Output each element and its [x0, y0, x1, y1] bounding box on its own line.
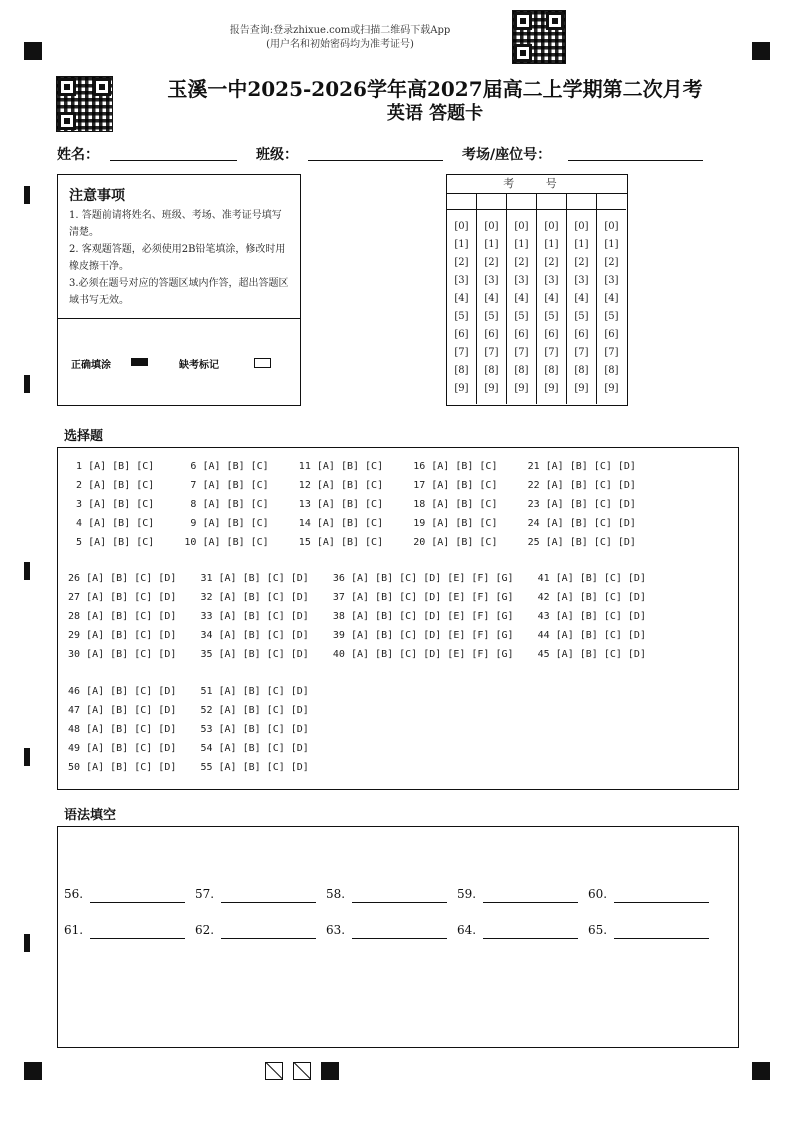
exam-digit-bubble[interactable]: [7]	[544, 347, 559, 358]
exam-digit-bubble[interactable]: [0]	[454, 221, 469, 232]
exam-digit-bubble[interactable]: [0]	[544, 221, 559, 232]
exam-digit-bubble[interactable]: [6]	[484, 329, 499, 340]
grammar-section-title: 语法填空	[64, 808, 117, 823]
exam-digit-bubble[interactable]: [1]	[514, 239, 529, 250]
exam-digit-bubble[interactable]: [5]	[604, 311, 619, 322]
exam-digit-bubble[interactable]: [8]	[454, 365, 469, 376]
exam-digit-bubble[interactable]: [8]	[574, 365, 589, 376]
grammar-item-number: 59.	[457, 887, 477, 901]
report-notice	[190, 24, 490, 52]
exam-number-column	[477, 193, 507, 404]
exam-number-write-cell[interactable]	[567, 193, 596, 210]
room-seat-label: 考场/座位号：	[462, 147, 552, 163]
grammar-item-number: 65.	[588, 923, 608, 937]
choice-answer-row[interactable]: 5 [A] [B] [C] 10 [A] [B] [C] 15 [A] [B] [C] 20 [A] [B] [C] 25 [A] [B] [C] [D]	[64, 537, 636, 548]
exam-digit-bubble[interactable]: [2]	[514, 257, 529, 268]
choice-answer-row[interactable]: 47 [A] [B] [C] [D] 52 [A] [B] [C] [D]	[68, 705, 309, 716]
exam-digit-bubble[interactable]: [0]	[604, 221, 619, 232]
qr-finder-icon	[58, 78, 76, 96]
exam-digit-bubble[interactable]: [2]	[574, 257, 589, 268]
grammar-item-number: 64.	[457, 923, 477, 937]
grammar-item-number: 56.	[64, 887, 84, 901]
grammar-answer-blank[interactable]	[614, 938, 709, 939]
exam-number-write-cell[interactable]	[597, 193, 626, 210]
divider	[58, 318, 300, 319]
timing-mark	[24, 375, 30, 393]
class-field[interactable]	[308, 160, 443, 161]
choice-answer-row[interactable]: 46 [A] [B] [C] [D] 51 [A] [B] [C] [D]	[68, 686, 309, 697]
qr-finder-icon	[58, 112, 76, 130]
exam-number-grid	[446, 174, 628, 406]
timing-mark	[24, 748, 30, 766]
exam-digit-bubble[interactable]: [5]	[484, 311, 499, 322]
exam-number-column	[597, 193, 626, 404]
choice-answer-row[interactable]: 28 [A] [B] [C] [D] 33 [A] [B] [C] [D] 38 [A] [B] [C] [D] [E] [F] [G] 43 [A] [B] [C] [D]	[68, 611, 646, 622]
page-subtitle: 英语 答题卡	[386, 103, 484, 124]
grammar-answer-blank[interactable]	[483, 902, 578, 903]
timing-mark	[24, 562, 30, 580]
choice-answer-row[interactable]: 27 [A] [B] [C] [D] 32 [A] [B] [C] [D] 37 [A] [B] [C] [D] [E] [F] [G] 42 [A] [B] [C] [D]	[68, 592, 646, 603]
exam-digit-bubble[interactable]: [2]	[454, 257, 469, 268]
exam-digit-bubble[interactable]: [0]	[484, 221, 499, 232]
grammar-answer-blank[interactable]	[352, 902, 447, 903]
exam-number-column	[447, 193, 477, 404]
choice-answer-row[interactable]: 50 [A] [B] [C] [D] 55 [A] [B] [C] [D]	[68, 762, 309, 773]
exam-digit-bubble[interactable]: [9]	[484, 383, 499, 394]
instructions-box	[57, 174, 301, 406]
room-seat-field[interactable]	[568, 160, 703, 161]
absent-mark-label: 缺考标记	[179, 360, 219, 371]
instruction-item: 3.必须在题号对应的答题区域内作答，超出答题区域书写无效。	[69, 278, 289, 306]
exam-digit-bubble[interactable]: [2]	[604, 257, 619, 268]
download-qr-code[interactable]	[512, 10, 566, 64]
exam-digit-bubble[interactable]: [7]	[454, 347, 469, 358]
exam-digit-bubble[interactable]: [9]	[514, 383, 529, 394]
exam-digit-bubble[interactable]: [1]	[544, 239, 559, 250]
exam-number-column	[537, 193, 567, 404]
page-marker-slash-icon	[265, 1062, 283, 1080]
grammar-answer-box	[57, 826, 739, 1048]
exam-digit-bubble[interactable]: [7]	[514, 347, 529, 358]
qr-finder-icon	[546, 12, 564, 30]
exam-digit-bubble[interactable]: [0]	[514, 221, 529, 232]
exam-digit-bubble[interactable]: [6]	[514, 329, 529, 340]
exam-digit-bubble[interactable]: [5]	[544, 311, 559, 322]
absent-mark-checkbox[interactable]	[254, 358, 271, 368]
page-marker-filled-icon	[321, 1062, 339, 1080]
page-title: 玉溪一中2025-2026学年高2027届高二上学期第二次月考	[167, 77, 703, 101]
exam-digit-bubble[interactable]: [2]	[484, 257, 499, 268]
choice-answer-row[interactable]: 26 [A] [B] [C] [D] 31 [A] [B] [C] [D] 36 [A] [B] [C] [D] [E] [F] [G] 41 [A] [B] [C] [D]	[68, 573, 646, 584]
exam-digit-bubble[interactable]: [4]	[514, 293, 529, 304]
instruction-item: 1. 答题前请将姓名、班级、考场、准考证号填写清楚。	[69, 210, 282, 238]
corner-mark-top-left	[24, 42, 42, 60]
grammar-answer-blank[interactable]	[90, 938, 185, 939]
exam-digit-bubble[interactable]: [8]	[484, 365, 499, 376]
exam-number-column	[507, 193, 537, 404]
exam-number-write-cell[interactable]	[447, 193, 476, 210]
page-marker-slash-icon	[293, 1062, 311, 1080]
exam-digit-bubble[interactable]: [3]	[574, 275, 589, 286]
instruction-item: 2. 客观题答题，必须使用2B铅笔填涂，修改时用橡皮擦干净。	[69, 244, 286, 272]
exam-digit-bubble[interactable]: [5]	[514, 311, 529, 322]
grammar-item-number: 58.	[326, 887, 346, 901]
grammar-answer-blank[interactable]	[221, 938, 316, 939]
exam-digit-bubble[interactable]: [1]	[574, 239, 589, 250]
exam-digit-bubble[interactable]: [4]	[604, 293, 619, 304]
choice-answer-row[interactable]: 29 [A] [B] [C] [D] 34 [A] [B] [C] [D] 39 [A] [B] [C] [D] [E] [F] [G] 44 [A] [B] [C] [D]	[68, 630, 646, 641]
exam-digit-bubble[interactable]: [3]	[604, 275, 619, 286]
corner-mark-top-right	[752, 42, 770, 60]
exam-digit-bubble[interactable]: [5]	[574, 311, 589, 322]
name-label: 姓名：	[57, 147, 99, 163]
timing-mark	[24, 186, 30, 204]
exam-digit-bubble[interactable]: [1]	[454, 239, 469, 250]
qr-finder-icon	[514, 44, 532, 62]
exam-digit-bubble[interactable]: [4]	[544, 293, 559, 304]
exam-digit-bubble[interactable]: [3]	[544, 275, 559, 286]
class-label: 班级：	[256, 147, 298, 163]
choice-answer-row[interactable]: 30 [A] [B] [C] [D] 35 [A] [B] [C] [D] 40 [A] [B] [C] [D] [E] [F] [G] 45 [A] [B] [C] [D]	[68, 649, 646, 660]
report-notice-line1: 报告查询:登录zhixue.com或扫描二维码下载App	[229, 25, 451, 36]
choice-answer-row[interactable]: 48 [A] [B] [C] [D] 53 [A] [B] [C] [D]	[68, 724, 309, 735]
choice-answer-row[interactable]: 1 [A] [B] [C] 6 [A] [B] [C] 11 [A] [B] [C] 16 [A] [B] [C] 21 [A] [B] [C] [D]	[64, 461, 636, 472]
exam-number-column	[567, 193, 597, 404]
grammar-item-number: 63.	[326, 923, 346, 937]
grammar-answer-blank[interactable]	[614, 902, 709, 903]
grammar-answer-blank[interactable]	[352, 938, 447, 939]
report-notice-line2: (用户名和初始密码均为准考证号)	[266, 39, 414, 50]
instructions-heading: 注意事项	[69, 188, 125, 204]
exam-digit-bubble[interactable]: [9]	[544, 383, 559, 394]
exam-digit-bubble[interactable]: [9]	[604, 383, 619, 394]
grammar-item-number: 61.	[64, 923, 84, 937]
exam-digit-bubble[interactable]: [3]	[514, 275, 529, 286]
exam-number-write-cell[interactable]	[537, 193, 566, 210]
exam-digit-bubble[interactable]: [8]	[604, 365, 619, 376]
exam-digit-bubble[interactable]: [4]	[574, 293, 589, 304]
exam-digit-bubble[interactable]: [3]	[484, 275, 499, 286]
choice-answer-row[interactable]: 49 [A] [B] [C] [D] 54 [A] [B] [C] [D]	[68, 743, 309, 754]
exam-digit-bubble[interactable]: [3]	[454, 275, 469, 286]
correct-fill-label: 正确填涂	[71, 360, 111, 371]
exam-digit-bubble[interactable]: [6]	[574, 329, 589, 340]
corner-mark-bottom-left	[24, 1062, 42, 1080]
exam-digit-bubble[interactable]: [7]	[604, 347, 619, 358]
exam-digit-bubble[interactable]: [9]	[454, 383, 469, 394]
exam-digit-bubble[interactable]: [8]	[544, 365, 559, 376]
grammar-answer-blank[interactable]	[221, 902, 316, 903]
qr-finder-icon	[514, 12, 532, 30]
exam-digit-bubble[interactable]: [2]	[544, 257, 559, 268]
timing-mark	[24, 934, 30, 952]
grammar-item-number: 60.	[588, 887, 608, 901]
name-field[interactable]	[110, 160, 237, 161]
corner-mark-bottom-right	[752, 1062, 770, 1080]
correct-fill-sample	[131, 358, 148, 366]
exam-number-write-cell[interactable]	[477, 193, 506, 210]
exam-digit-bubble[interactable]: [6]	[604, 329, 619, 340]
exam-digit-bubble[interactable]: [9]	[574, 383, 589, 394]
exam-digit-bubble[interactable]: [1]	[484, 239, 499, 250]
exam-digit-bubble[interactable]: [7]	[574, 347, 589, 358]
choice-answer-row[interactable]: 4 [A] [B] [C] 9 [A] [B] [C] 14 [A] [B] [C] 19 [A] [B] [C] 24 [A] [B] [C] [D]	[64, 518, 636, 529]
exam-digit-bubble[interactable]: [6]	[454, 329, 469, 340]
exam-digit-bubble[interactable]: [8]	[514, 365, 529, 376]
grammar-answer-blank[interactable]	[90, 902, 185, 903]
exam-digit-bubble[interactable]: [4]	[454, 293, 469, 304]
choice-section-title: 选择题	[64, 429, 104, 444]
exam-digit-bubble[interactable]: [5]	[454, 311, 469, 322]
student-qr-code	[56, 76, 113, 132]
grammar-answer-blank[interactable]	[483, 938, 578, 939]
exam-number-write-cell[interactable]	[507, 193, 536, 210]
choice-answer-row[interactable]: 2 [A] [B] [C] 7 [A] [B] [C] 12 [A] [B] [C] 17 [A] [B] [C] 22 [A] [B] [C] [D]	[64, 480, 636, 491]
qr-finder-icon	[93, 78, 111, 96]
exam-digit-bubble[interactable]: [7]	[484, 347, 499, 358]
exam-number-header: 考 号	[447, 175, 627, 194]
exam-digit-bubble[interactable]: [4]	[484, 293, 499, 304]
choice-answer-row[interactable]: 3 [A] [B] [C] 8 [A] [B] [C] 13 [A] [B] [C] 18 [A] [B] [C] 23 [A] [B] [C] [D]	[64, 499, 636, 510]
grammar-item-number: 57.	[195, 887, 215, 901]
exam-digit-bubble[interactable]: [6]	[544, 329, 559, 340]
exam-digit-bubble[interactable]: [0]	[574, 221, 589, 232]
grammar-item-number: 62.	[195, 923, 215, 937]
exam-digit-bubble[interactable]: [1]	[604, 239, 619, 250]
